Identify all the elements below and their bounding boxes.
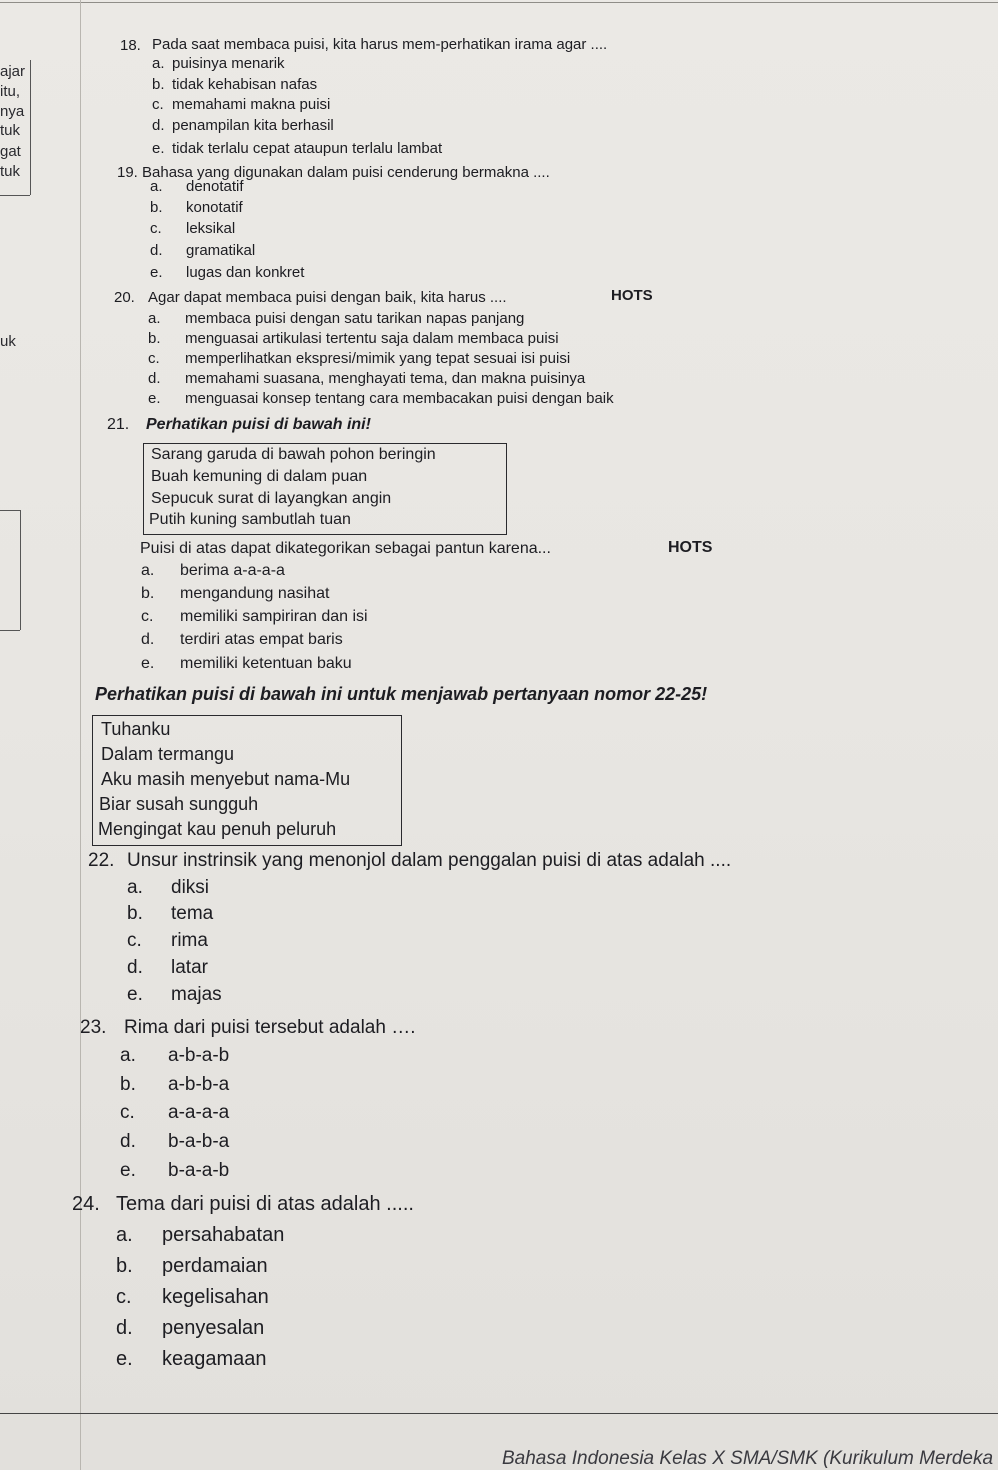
option-letter: e. [141,655,155,672]
option-text: memiliki sampiriran dan isi [180,608,368,625]
option-text: rima [171,930,208,951]
left-fragment-text: itu, [0,83,21,100]
poem-line: Biar susah sungguh [99,794,259,814]
question-text: Unsur instrinsik yang menonjol dalam penggalan puisi di atas adalah .... [127,850,732,871]
previous-page-fragment [0,0,81,1470]
option-letter: a. [127,877,143,898]
option-letter: d. [116,1317,133,1339]
option-letter: c. [148,350,160,367]
option-text: lugas dan konkret [186,264,305,281]
question-text: Bahasa yang digunakan dalam puisi cenderung bermakna .... [142,164,550,181]
option-text: persahabatan [162,1224,285,1246]
option-text: denotatif [186,178,244,195]
option-text: a-b-b-a [168,1074,230,1095]
left-fragment-rule [30,60,31,195]
option-text: konotatif [186,199,243,216]
option-letter: a. [116,1224,133,1246]
page-top-edge [0,2,998,3]
left-fragment-text: tuk [0,163,21,180]
option-letter: c. [120,1102,135,1123]
option-text: tema [171,903,214,924]
question-text: Puisi di atas dapat dikategorikan sebagai pantun karena... [140,540,551,557]
option-letter: d. [150,242,163,259]
option-text: keagamaan [162,1348,267,1370]
option-text: perdamaian [162,1255,268,1277]
option-letter: e. [150,264,163,281]
option-text: membaca puisi dengan satu tarikan napas panjang [185,310,525,327]
left-fragment-rule [0,630,20,631]
option-letter: a. [152,55,165,72]
poem-box [92,715,402,846]
question-number: 22. [88,850,115,871]
option-text: gramatikal [186,242,256,259]
question-number: 18. [120,37,141,54]
question-number: 24. [72,1193,100,1215]
option-letter: a. [120,1045,136,1066]
poem-line: Dalam termangu [101,744,235,764]
option-text: majas [171,984,222,1005]
option-text: a-a-a-a [168,1102,230,1123]
option-letter: b. [148,330,161,347]
option-text: penampilan kita berhasil [172,117,334,134]
option-letter: d. [127,957,143,978]
poem-line: Putih kuning sambutlah tuan [149,511,351,528]
option-letter: b. [141,585,155,602]
option-letter: e. [127,984,143,1005]
option-letter: c. [152,96,164,113]
left-fragment-text: nya [0,103,25,120]
option-text: memahami makna puisi [172,96,331,113]
instruction-text: Perhatikan puisi di bawah ini! [146,416,371,433]
option-text: b-a-b-a [168,1131,230,1152]
left-fragment-text: ajar [0,63,26,80]
poem-line: Aku masih menyebut nama-Mu [101,769,351,789]
option-text: diksi [171,877,210,898]
option-letter: d. [148,370,161,387]
section-instruction: Perhatikan puisi di bawah ini untuk menjawab pertanyaan nomor 22-25! [95,684,708,704]
left-fragment-rule [20,510,21,630]
option-text: kegelisahan [162,1286,269,1308]
option-letter: e. [120,1160,136,1181]
option-text: tidak kehabisan nafas [172,76,318,93]
question-number: 21. [107,416,130,433]
poem-line: Sepucuk surat di layangkan angin [151,490,392,507]
poem-line: Buah kemuning di dalam puan [151,468,368,485]
option-text: b-a-a-b [168,1160,230,1181]
option-text: memperlihatkan ekspresi/mimik yang tepat sesuai isi puisi [185,350,571,367]
left-fragment-text: gat [0,143,21,160]
option-text: penyesalan [162,1317,265,1339]
hots-tag: HOTS [668,539,713,556]
question-text: Agar dapat membaca puisi dengan baik, kita harus .... [148,289,507,306]
option-text: memahami suasana, menghayati tema, dan makna puisinya [185,370,586,387]
question-number: 23. [80,1017,107,1038]
question-number: 19. [117,164,138,181]
option-text: terdiri atas empat baris [180,631,343,648]
option-text: berima a-a-a-a [180,562,285,579]
option-text: menguasai artikulasi tertentu saja dalam membaca puisi [185,330,559,347]
page-footer: Bahasa Indonesia Kelas X SMA/SMK (Kurikulum Merdeka [502,1448,994,1469]
option-letter: b. [127,903,143,924]
left-fragment-text: uk [0,333,16,350]
poem-line: Tuhanku [101,719,171,739]
question-text: Pada saat membaca puisi, kita harus mem-perhatikan irama agar .... [152,36,608,53]
option-text: mengandung nasihat [180,585,330,602]
option-letter: a. [148,310,161,327]
option-text: memiliki ketentuan baku [180,655,352,672]
option-letter: c. [150,220,162,237]
option-letter: d. [120,1131,136,1152]
option-letter: c. [141,608,154,625]
option-letter: a. [141,562,155,579]
option-letter: e. [116,1348,133,1370]
option-letter: e. [148,390,161,407]
option-letter: c. [116,1286,132,1308]
question-number: 20. [114,289,135,306]
option-text: leksikal [186,220,236,237]
option-letter: d. [141,631,155,648]
option-letter: b. [116,1255,133,1277]
left-fragment-rule [0,510,20,511]
option-text: latar [171,957,208,978]
pantun-box [143,443,507,535]
poem-line: Sarang garuda di bawah pohon beringin [151,446,436,463]
option-letter: b. [120,1074,136,1095]
option-text: puisinya menarik [172,55,285,72]
footer-rule [0,1413,998,1414]
option-letter: d. [152,117,165,134]
question-text: Tema dari puisi di atas adalah ..... [116,1193,414,1215]
option-text: menguasai konsep tentang cara membacakan puisi dengan baik [185,390,614,407]
option-letter: c. [127,930,142,951]
option-letter: b. [150,199,163,216]
option-letter: e. [152,140,165,157]
left-fragment-text: tuk [0,122,21,139]
left-fragment-rule [0,195,30,196]
hots-tag: HOTS [611,287,653,304]
option-text: tidak terlalu cepat ataupun terlalu lambat [172,140,443,157]
option-letter: b. [152,76,165,93]
option-text: a-b-a-b [168,1045,230,1066]
option-letter: a. [150,178,163,195]
question-text: Rima dari puisi tersebut adalah …. [124,1017,416,1038]
poem-line: Mengingat kau penuh peluruh [98,819,337,839]
